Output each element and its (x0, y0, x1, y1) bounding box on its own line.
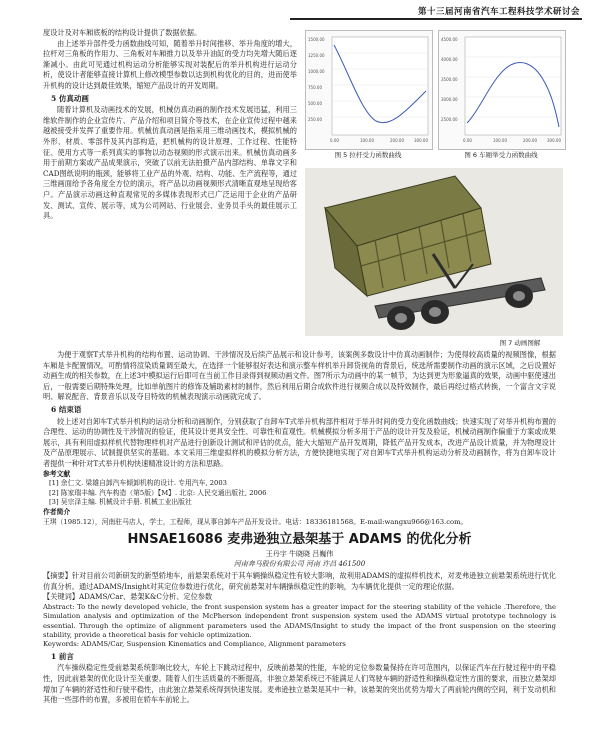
paragraph: 较上述对自卸车T式举升机构的运动分析和动画制作，分别获取了自卸车T式举升机构部件相对于举升时间的受力变化函数曲线；快速实现了对举升机构布置的合理性、运动的协调性及干涉情况的验证，使其设计更具安全性、可靠性和直观性。机械模拟分析多用于产品的设计开发及验证，机械动画制作偏重于方案或成果展示，具有利用虚拟样机代替物理样机对产品进行创新设计测试和评估的优点，能大大缩短产品开发周期，降低产品开发成本，改进产品设计质量，并为物理设计及产品原理展示、试制提供坚实的基础。本文采用三维虚拟样机的模拟分析方法，方便快捷地实现了对自卸车T式举升机构运动分析及动画制作，将为自卸车设计者提供一种针对T式举升机构快速精准设计的方法和思路。 (43, 416, 556, 468)
paragraph: 度设计及对车厢底板的结构设计提供了数据依据。 (43, 28, 202, 37)
running-header (0, 0, 600, 26)
section-heading: 1 前言 (51, 651, 74, 661)
paper-title: HNSAE16086 麦弗逊独立悬架基于 ADAMS 的优化分析 (127, 532, 472, 547)
section-heading: 5 仿真动画 (51, 93, 89, 103)
figure-6-caption: 图 6 车厢举受力函数曲线 (464, 151, 538, 159)
paragraph: 为便于观察T式举升机构的结构布置、运动协调、干涉情况及后续产品展示和设计参考，该案例多数设计中仿真动画制作；为使得较高质量的视频图像，根据车厢是卡配置情况，可酌情将渲染质量调至最大，在选择一个能够很好表达和演示整车样机举升卸货视角的背景后，统选所需要制作动画的演示区域，之后设置好动画生成的相关参数，在上述3中模拟运行后即可在当前工作目录得到视频动画文件。图7所示为动画中的某一帧节，为达到更为形象逼真的效果，动画中驱使速出后，一般需要后期特殊处理，比如单航图片的修饰及辅助素材的制作，然后利用后期合成软件进行视频合成以及特效制作，最后再经过格式转换，一个富含文字说明、解说配音、背景音乐以及夺目特效的机械表现演示动画就完成了。 (43, 350, 556, 402)
x-tick: 0.00 (330, 138, 339, 143)
y-tick: 250.00 (308, 117, 322, 122)
x-tick: 300.00 (414, 138, 428, 143)
x-tick: 200.00 (390, 138, 404, 143)
header-rule (290, 18, 582, 20)
reference-item: [2] 陈家瑞丰编. 汽车构造（第5版）【M】. 北京: 人民交通出版社, 2006 (49, 488, 267, 497)
fig5-chart (306, 31, 432, 149)
keywords-en: Keywords: ADAMS/Car, Suspension Kinematics and Compliance, Alignment parameters (43, 640, 346, 649)
section-heading: 6 结束语 (51, 404, 82, 414)
y-tick: 3000.00 (441, 97, 458, 102)
figure-6-plot (438, 30, 566, 150)
paper2-body (43, 571, 556, 706)
figure-5-caption: 图 5 拉杆受力函数曲线 (334, 151, 402, 159)
references (43, 470, 556, 528)
x-tick: 100.00 (360, 138, 374, 143)
paragraph: 随着计算机及动画技术的发展，机械仿真动画的制作技术发展迅猛，利用三维软件制作的企业宣传片、产品介绍和项目简介等技术，在企业宣传过程中越来越被接受并发挥了重要作用。机械仿真动画是指采用三维动画技术，模拟机械的外形、材质、零部件及其内部构造，把机械构的设计原理、工作过程、性能特征、使用方式等一系列真实的事物以动态视频的形式演示出来。机械仿真动画多用于前期方案或产品成果演示，突破了以前无法拍摄产品内部结构、单靠文字和CAD图纸说明的瓶颈，能够将工业产品的外观、结构、功能、生产流程等，通过三维画面给予各角度全方位的演示，将产品以动画视频形式清晰直观地呈现给客户。产品演示动画这种直观常见的多媒体表现形式已广泛运用于企业的产品研发、测试、宣传、展示等，成为公司网站、行业展会、业务员手头的最佳展示工具。 (43, 105, 297, 221)
author-intro-heading: 作者简介 (43, 507, 71, 516)
dump-truck-illustration (305, 168, 563, 336)
x-tick: 100.00 (493, 138, 507, 143)
y-tick: 750.00 (308, 85, 322, 90)
left-column (43, 28, 297, 222)
x-tick: 300.00 (547, 138, 561, 143)
y-tick: 2500.00 (441, 117, 458, 122)
keywords-cn: 【关键词】ADAMS/Car、悬架K&C分析、定位参数 (43, 592, 213, 602)
paper-authors: 王丹宇 牛晓晓 吕巍伟 (265, 550, 334, 558)
y-tick: 3500.00 (441, 77, 458, 82)
x-tick: 0.00 (463, 138, 472, 143)
y-tick: 4000.00 (441, 57, 458, 62)
reference-item: [3] 吴宗泽主编. 机械设计手册. 机械工业出版社 (49, 498, 192, 507)
y-tick: 4500.00 (441, 37, 458, 42)
paragraph: 汽车操纵稳定性受前悬架系统影响比较大，车轮上下跳动过程中，反映前悬架的性能，车轮的定位参数量保持在许可范围内，以保证汽车在行驶过程中的平稳性，因此前悬架的优化设计至关重要。随着人们生活质量的不断提高，非独立悬架系统已不能满足人们驾驶车辆的舒适性和操纵稳定性方面的要求，而独立悬架却增加了车辆的舒适性和行驶平稳性，由此独立悬架系统得到快速发展。麦弗逊独立悬架是其中一种，该悬架的突出优势为增大了两前轮内侧的空间，利于发动机和其他一些部件的布置，多被用在轿车车前轮上。 (43, 663, 556, 705)
y-tick: 500.00 (308, 101, 322, 106)
reference-item: [1] 余仁文. 梁雄自卸汽车倾卸机构的设计. 专用汽车, 2003 (49, 479, 227, 488)
references-heading: 参考文献 (43, 469, 71, 478)
fig6-chart (439, 31, 565, 149)
full-width-body (43, 350, 556, 527)
abstract-cn: 【摘要】针对目前公司新研发的新型轿地车，前悬架系统对于其车辆操纵稳定性有较大影响，故利用ADAMS的虚拟样机技术，对麦弗逊独立前悬架系统进行优化仿真分析。通过ADAMS/Insight对其定位参数进行优化，研究前悬架对车辆操纵稳定性的影响，为车辆优化提供一定的理论依据。 (43, 571, 556, 591)
figure-5-plot (305, 30, 433, 150)
paragraph: 由上述举升部件受力函数曲线可知，随着举升时间推移、举升角度的增大，拉杆对三角板的作用力、三角板对车厢推力以及举升油缸的受力均先增大随后逐渐减小。由此可见通过机构运动分析能够实现对装配后的举升机构进行运动分析，使设计者能够直接计算机上修改模型参数以达到机构优化的目的，进而使举升机构的设计达到最佳效果，缩短产品设计的开发周期。 (43, 38, 297, 90)
x-tick: 200.00 (523, 138, 537, 143)
conference-title: 第十三届河南省汽车工程科技学术研讨会 (417, 7, 580, 17)
abstract-en: Abstract: To the newly developed vehicle, the front suspension system has a greater impact for the steering stability of the vehicle .Therefore, the Simulation analysis and optimization of the McPherson independent front suspension system used the ADAMS virtual prototype technology is essential. Through the optimize of alignment parameters used the ADAMS/Insight to study the impact of the front suspension on the steering stability, provide a theoretical basis for vehicle optimization. (43, 602, 556, 639)
y-tick: 1500.00 (308, 37, 325, 42)
author-intro-text: 王琪（1985.12），河南驻马店人，学士，工程师，现从事自卸车产品开发设计。电话：18336181568。E-mail:wangxu966@163.com。 (43, 517, 468, 526)
figure-7-image (305, 168, 563, 336)
paper-affiliation: 河南奔马股份有限公司 河南 许昌 461500 (233, 560, 366, 568)
y-tick: 1250.00 (308, 53, 325, 58)
figure-7-caption: 图 7 动画图解 (499, 339, 541, 347)
y-tick: 1000.00 (308, 69, 325, 74)
